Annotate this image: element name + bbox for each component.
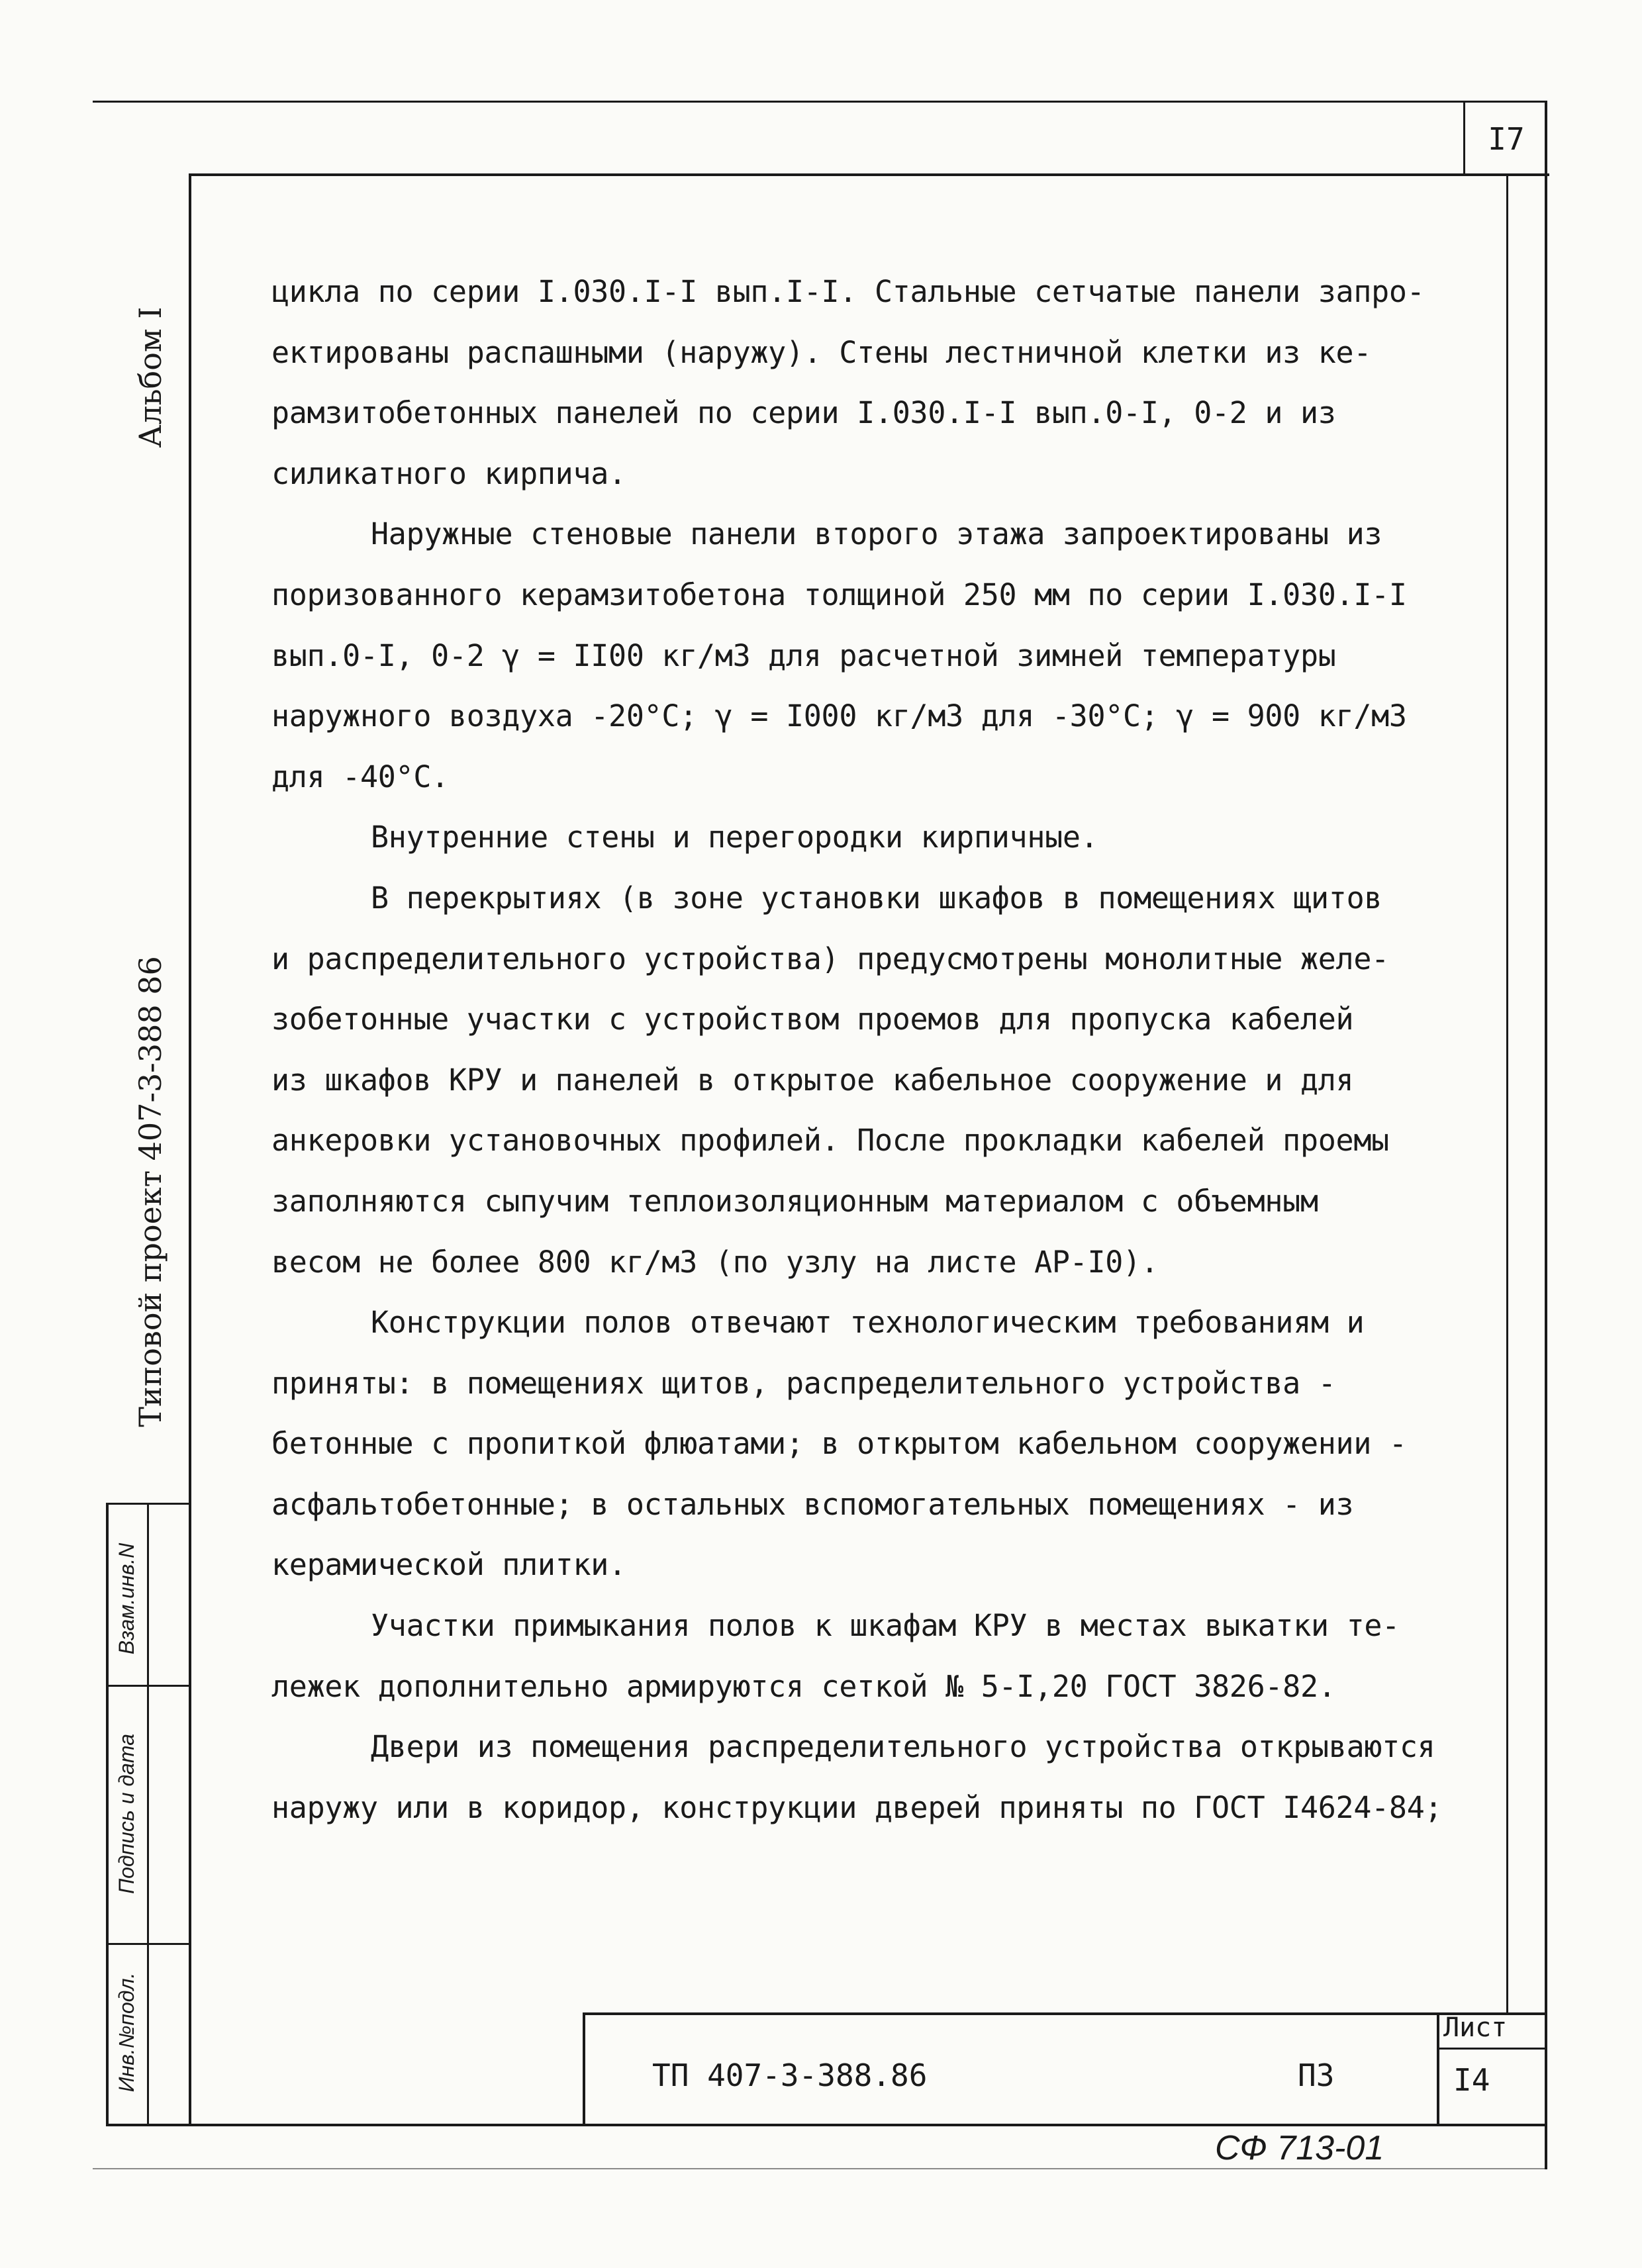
body-line: В перекрытиях (в зоне установки шкафов в помещениях щитов	[371, 880, 1382, 916]
body-line: Участки примыкания полов к шкафам КРУ в местах выкатки те-	[371, 1608, 1400, 1644]
sheet-label: Лист	[1443, 2012, 1508, 2043]
album-label: Альбом I	[132, 307, 168, 448]
stamp-sign-date: Подпись и дата	[115, 1733, 138, 1895]
stamp-mid-v	[147, 1503, 149, 2126]
body-line: из шкафов КРУ и панелей в открытое кабельное сооружение и для	[271, 1062, 1354, 1098]
body-line: Двери из помещения распределительного устройства открываются	[371, 1729, 1435, 1765]
title-block-left	[583, 2012, 585, 2125]
body-line: анкеровки установочных профилей. После прокладки кабелей проемы	[271, 1123, 1389, 1158]
body-line: зобетонные участки с устройством проемов для пропуска кабелей	[271, 1002, 1354, 1037]
body-line: силикатного кирпича.	[271, 455, 626, 491]
frame-top	[189, 173, 1549, 176]
body-line: для -40°С.	[271, 759, 449, 794]
title-block-sheet-left	[1437, 2012, 1439, 2125]
body-line: керамической плитки.	[271, 1547, 626, 1583]
stamp-repl-inv: Взам.инв.N	[115, 1542, 138, 1655]
frame-bottom	[106, 2124, 1547, 2126]
page-number: I7	[1488, 121, 1525, 157]
body-line: рамзитобетонных панелей по серии I.030.I-I вып.0-I, 0-2 и из	[271, 395, 1336, 431]
body-line: весом не более 800 кг/м3 (по узлу на листе АР-I0).	[271, 1244, 1159, 1280]
body-line: приняты: в помещениях щитов, распределительного устройства -	[271, 1365, 1336, 1401]
body-line: Конструкции полов отвечают технологическим требованиям и	[371, 1305, 1365, 1341]
footer-note: СФ 713-01	[1215, 2129, 1384, 2167]
body-line: лежек дополнительно армируются сеткой № 5-I,20 ГОСТ 3826-82.	[271, 1668, 1336, 1704]
body-line: заполняются сыпучим теплоизоляционным материалом с объемным	[271, 1183, 1318, 1219]
stamp-left	[106, 1503, 109, 2126]
body-line: бетонные с пропиткой флюатами; в открытом кабельном сооружении -	[271, 1426, 1407, 1462]
document-body	[271, 261, 1510, 1838]
doc-code: ТП 407-3-388.86	[652, 2057, 928, 2093]
sheet-number: I4	[1453, 2062, 1490, 2098]
stamp-right	[189, 1503, 191, 2126]
body-line: и распределительного устройства) предусмотрены монолитные желе-	[271, 941, 1389, 976]
body-line: поризованного керамзитобетона толщиной 250 мм по серии I.030.I-I	[271, 577, 1407, 612]
stamp-inv-no: Инв.№подл.	[115, 1972, 138, 2093]
frame-right	[1545, 101, 1547, 2169]
body-line: асфальтобетонные; в остальных вспомогательных помещениях - из	[271, 1486, 1354, 1522]
top-rule	[93, 101, 1546, 103]
section-code: ПЗ	[1298, 2057, 1335, 2093]
body-line: наружного воздуха -20°С; γ = I000 кг/м3 для -30°С; γ = 900 кг/м3	[271, 698, 1407, 734]
body-line: вып.0-I, 0-2 γ = II00 кг/м3 для расчетной зимней температуры	[271, 638, 1336, 673]
body-line: Внутренние стены и перегородки кирпичные.	[371, 820, 1098, 855]
title-block-sheet-div	[1437, 2048, 1547, 2050]
bottom-edge	[93, 2168, 1547, 2169]
project-label: Типовой проект 407-3-388 86	[132, 956, 168, 1427]
title-block-top	[583, 2012, 1547, 2015]
body-line: наружу или в коридор, конструкции дверей приняты по ГОСТ I4624-84;	[271, 1789, 1443, 1825]
body-line: цикла по серии I.030.I-I вып.I-I. Стальные сетчатые панели запро-	[271, 274, 1425, 309]
body-line: Наружные стеновые панели второго этажа запроектированы из	[371, 516, 1382, 552]
body-line: ектированы распашными (наружу). Стены лестничной клетки из ке-	[271, 334, 1372, 370]
